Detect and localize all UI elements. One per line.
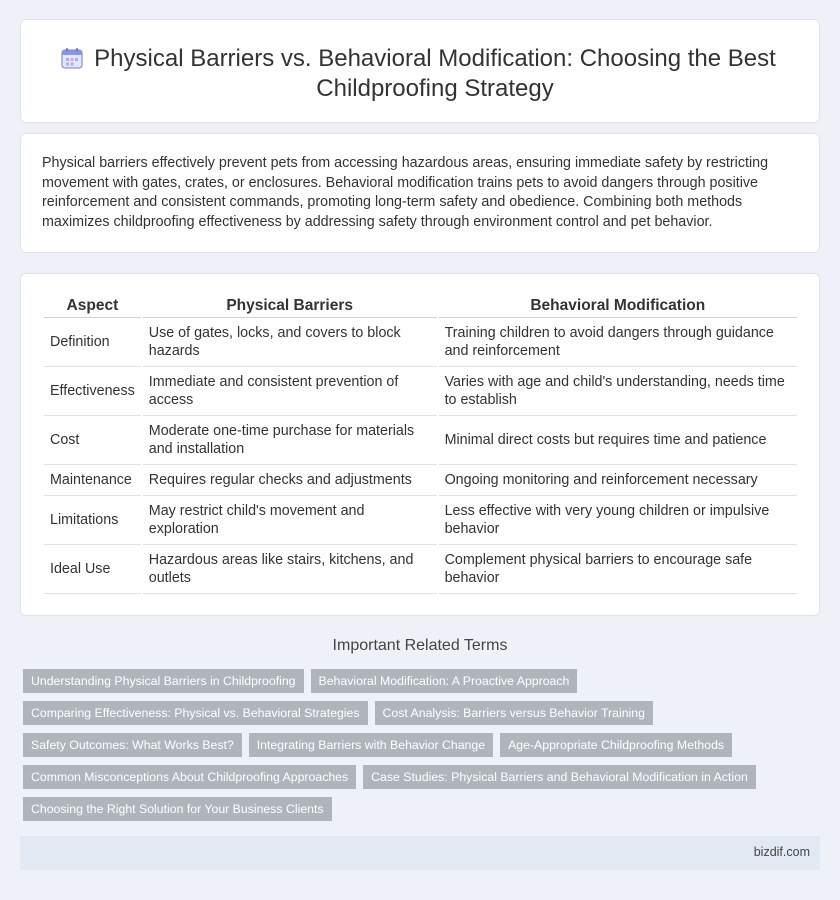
row-physical-barriers: May restrict child's movement and exploration (143, 496, 437, 545)
related-term-tag[interactable]: Understanding Physical Barriers in Childproofing (23, 669, 304, 693)
row-behavioral-modification: Training children to avoid dangers through guidance and reinforcement (439, 318, 797, 367)
row-physical-barriers: Requires regular checks and adjustments (143, 465, 437, 496)
row-physical-barriers: Moderate one-time purchase for materials and installation (143, 416, 437, 465)
table-row (44, 465, 797, 496)
table-header-row (44, 296, 797, 318)
column-header-physical-barriers: Physical Barriers (143, 296, 437, 318)
row-physical-barriers: Use of gates, locks, and covers to block hazards (143, 318, 437, 367)
row-physical-barriers: Immediate and consistent prevention of access (143, 367, 437, 416)
row-aspect: Effectiveness (44, 367, 141, 416)
related-term-tag[interactable]: Integrating Barriers with Behavior Change (249, 733, 493, 757)
row-behavioral-modification: Complement physical barriers to encourage safe behavior (439, 545, 797, 594)
related-term-tag[interactable]: Common Misconceptions About Childproofing Approaches (23, 765, 356, 789)
table-row (44, 367, 797, 416)
row-aspect: Cost (44, 416, 141, 465)
summary-paragraph: Physical barriers effectively prevent pets from accessing hazardous areas, ensuring immediate safety by restricting movement with gates, crates, or enclosures. Behavioral modification trains pets to avoid dangers through positive reinforcement and consistent commands, promoting long-term safety and obedience. Combining both methods maximizes childproofing effectiveness by addressing safety through environment control and pet behavior. (42, 155, 769, 230)
footer-site-name: bizdif.com (753, 845, 810, 859)
page-title: Physical Barriers vs. Behavioral Modification: Choosing the Best Childproofing Strategy (94, 45, 776, 102)
comparison-card (20, 273, 820, 616)
related-term-tag[interactable]: Choosing the Right Solution for Your Business Clients (23, 797, 332, 821)
table-row (44, 496, 797, 545)
row-physical-barriers: Hazardous areas like stairs, kitchens, and outlets (143, 545, 437, 594)
summary-card (20, 133, 820, 253)
related-term-tag[interactable]: Age-Appropriate Childproofing Methods (500, 733, 732, 757)
row-behavioral-modification: Ongoing monitoring and reinforcement necessary (439, 465, 797, 496)
row-behavioral-modification: Less effective with very young children or impulsive behavior (439, 496, 797, 545)
column-header-aspect: Aspect (44, 296, 141, 318)
row-aspect: Maintenance (44, 465, 141, 496)
table-row (44, 545, 797, 594)
related-terms-list (23, 669, 803, 821)
table-row (44, 416, 797, 465)
related-term-tag[interactable]: Case Studies: Physical Barriers and Behavioral Modification in Action (363, 765, 756, 789)
row-aspect: Definition (44, 318, 141, 367)
row-behavioral-modification: Varies with age and child's understanding, needs time to establish (439, 367, 797, 416)
row-behavioral-modification: Minimal direct costs but requires time and patience (439, 416, 797, 465)
comparison-table (42, 296, 799, 594)
related-term-tag[interactable]: Behavioral Modification: A Proactive Approach (311, 669, 578, 693)
related-term-tag[interactable]: Safety Outcomes: What Works Best? (23, 733, 242, 757)
row-aspect: Ideal Use (44, 545, 141, 594)
related-term-tag[interactable]: Comparing Effectiveness: Physical vs. Behavioral Strategies (23, 701, 368, 725)
row-aspect: Limitations (44, 496, 141, 545)
table-row (44, 318, 797, 367)
column-header-behavioral-modification: Behavioral Modification (439, 296, 797, 318)
related-terms-heading: Important Related Terms (332, 637, 508, 654)
footer (20, 836, 820, 870)
title-card (20, 19, 820, 123)
related-term-tag[interactable]: Cost Analysis: Barriers versus Behavior Training (375, 701, 653, 725)
